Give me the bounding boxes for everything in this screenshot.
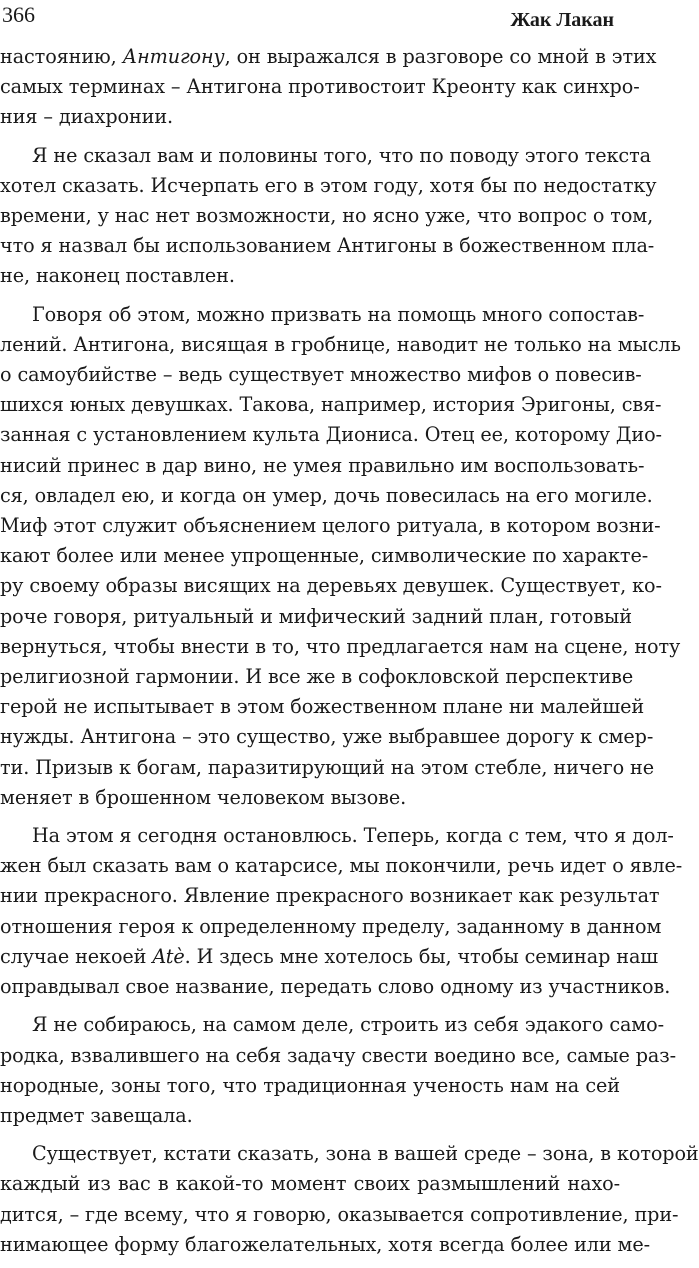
text-segment: дится, – где всему, что я говорю, оказывается сопротивление, при-: [0, 1202, 679, 1226]
text-line: [0, 692, 645, 722]
text-line: [0, 102, 620, 132]
text-line: [0, 72, 640, 102]
text-segment: не, наконец поставлен.: [0, 264, 235, 288]
running-head: [0, 0, 620, 40]
running-title: Жак Лакан: [510, 9, 614, 31]
text-segment: ния – диахронии.: [0, 105, 174, 129]
text-line: [0, 511, 661, 541]
paragraph: [0, 1010, 676, 1131]
text-segment: кают более или менее упрощенные, символические по характе-: [0, 544, 649, 568]
text-segment: самых терминах – Антигона противостоит Креонту как синхро-: [0, 75, 640, 99]
paragraph: [0, 821, 683, 1002]
text-line: [0, 42, 657, 72]
text-segment: роче говоря, ритуальный и мифический задний план, готовый: [0, 604, 632, 628]
text-line: [0, 722, 654, 752]
text-line: [0, 481, 653, 511]
italic-term: Антигону: [122, 45, 225, 68]
text-line: [0, 662, 634, 692]
text-segment: , он выражался в разговоре со мной в этих: [224, 45, 657, 68]
text-line: [0, 912, 662, 942]
text-segment: родка, взвалившего на себя задачу свести воедино все, самые раз-: [0, 1043, 676, 1067]
text-segment: времени, у нас нет возможности, но ясно уже, что вопрос о том,: [0, 204, 654, 228]
text-line: [0, 821, 674, 851]
text-segment: Я не сказал вам и половины того, что по поводу этого текста: [32, 143, 651, 167]
text-segment: нимающее форму благожелательных, хотя всегда более или ме-: [0, 1232, 650, 1256]
text-segment: хотел сказать. Исчерпать его в этом году, хотя бы по недостатку: [0, 173, 657, 197]
page-number: 366: [2, 2, 35, 27]
text-line: [0, 1139, 699, 1169]
text-line: [0, 942, 659, 972]
text-line: [0, 1010, 664, 1040]
text-segment: Миф этот служит объяснением целого ритуала, в котором возни-: [0, 514, 661, 538]
text-line: [0, 602, 632, 632]
italic-term: Atè: [152, 944, 185, 968]
text-line: [0, 330, 681, 360]
text-line: [0, 141, 651, 171]
text-segment: лений. Антигона, висящая в гробнице, наводит не только на мысль: [0, 332, 681, 356]
text-line: [0, 1071, 620, 1101]
text-line: [0, 231, 655, 261]
text-line: [0, 881, 660, 911]
text-segment: случае некоей: [0, 944, 153, 968]
text-line: [0, 360, 642, 390]
text-line: [0, 451, 645, 481]
paragraph: [0, 141, 657, 292]
text-segment: жен был сказать вам о катарсисе, мы покончили, речь идет о явле-: [0, 854, 683, 878]
text-line: [0, 1101, 620, 1131]
text-segment: что я назвал бы использованием Антигоны в божественном пла-: [0, 234, 655, 258]
text-segment: настоянию,: [0, 45, 123, 68]
text-segment: нисий принес в дар вино, не умея правильно им воспользовать-: [0, 453, 645, 477]
text-segment: герой не испытывает в этом божественном плане ни малейшей: [0, 695, 645, 719]
text-segment: ру своему образы висящих на деревьях девушек. Существует, ко-: [0, 574, 662, 598]
text-segment: ся, овладел ею, и когда он умер, дочь повесилась на его могиле.: [0, 483, 653, 507]
text-segment: нородные, зоны того, что традиционная ученость нам на сей: [0, 1073, 620, 1097]
text-segment: Существует, кстати сказать, зона в вашей среде – зона, в которой: [32, 1142, 699, 1166]
text-line: [0, 300, 645, 330]
text-line: [0, 541, 649, 571]
text-segment: . И здесь мне хотелось бы, чтобы семинар наш: [184, 944, 659, 968]
text-line: [0, 972, 671, 1002]
text-segment: Я не собираюсь, на самом деле, строить из себя эдакого само-: [32, 1013, 664, 1037]
text-segment: Говоря об этом, можно призвать на помощь много сопостав-: [32, 302, 645, 326]
text-segment: ти. Призыв к богам, паразитирующий на этом стебле, ничего не: [0, 755, 654, 779]
text-segment: занная с установлением культа Диониса. Отец ее, которому Дио-: [0, 423, 662, 447]
text-segment: предмет завещала.: [0, 1103, 193, 1127]
text-line: [0, 1041, 676, 1071]
text-line: [0, 1230, 650, 1260]
text-segment: религиозной гармонии. И все же в софокловской перспективе: [0, 665, 634, 689]
text-line: [0, 632, 681, 662]
text-line: [0, 261, 620, 291]
text-line: [0, 753, 654, 783]
text-line: [0, 1169, 620, 1199]
text-segment: оправдывал свое название, передать слово одному из участников.: [0, 975, 671, 999]
text-line: [0, 171, 657, 201]
text-segment: каждый из вас в какой-то момент своих размышлений нахо-: [0, 1172, 620, 1196]
text-segment: нужды. Антигона – это существо, уже выбравшее дорогу к смер-: [0, 725, 654, 749]
text-line: [0, 201, 654, 231]
text-line: [0, 1200, 679, 1230]
text-segment: На этом я сегодня остановлюсь. Теперь, когда с тем, что я дол-: [32, 824, 674, 848]
text-segment: вернуться, чтобы внести в то, что предлагается нам на сцене, ноту: [0, 634, 681, 658]
text-line: [0, 571, 662, 601]
paragraph: [0, 1139, 699, 1260]
text-segment: шихся юных девушках. Такова, например, история Эригоны, свя-: [0, 393, 662, 417]
paragraph: [0, 42, 657, 133]
text-segment: о самоубийстве – ведь существует множество мифов о повесив-: [0, 363, 642, 387]
text-line: [0, 420, 662, 450]
text-line: [0, 390, 662, 420]
text-segment: отношения героя к определенному пределу, заданному в данном: [0, 914, 662, 938]
text-line: [0, 851, 683, 881]
body-text: [0, 42, 699, 1268]
text-segment: меняет в брошенном человеком вызове.: [0, 785, 407, 809]
text-segment: нии прекрасного. Явление прекрасного возникает как результат: [0, 884, 660, 908]
paragraph: [0, 300, 681, 813]
text-line: [0, 783, 620, 813]
